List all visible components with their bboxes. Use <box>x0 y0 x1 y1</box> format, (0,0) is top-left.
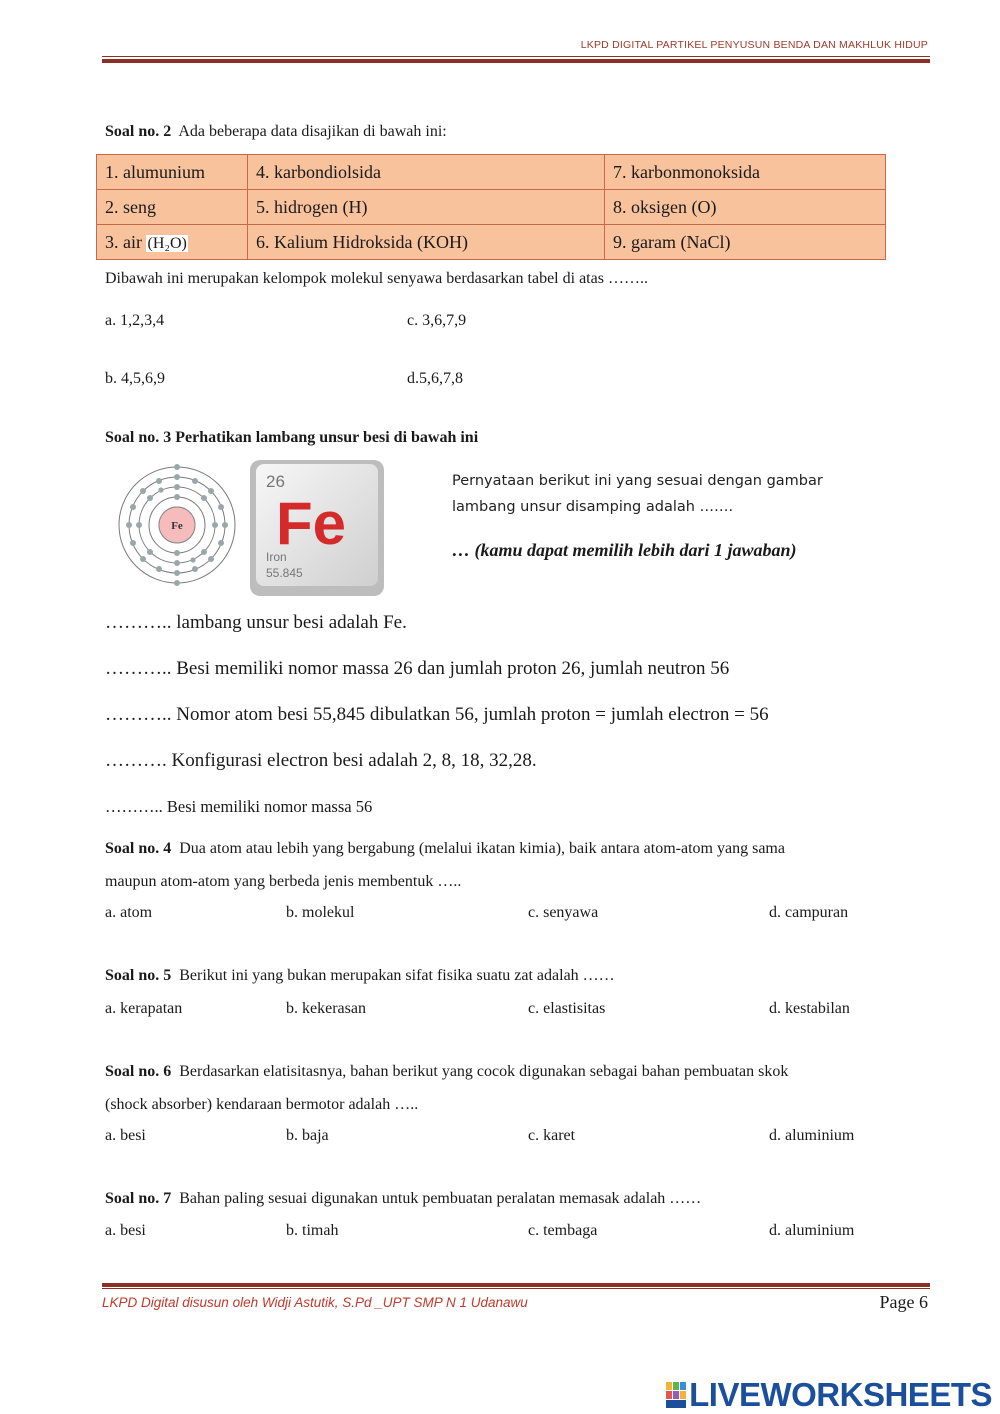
table-row <box>97 225 886 260</box>
q3-statement-1[interactable]: ……….. lambang unsur besi adalah Fe. <box>105 612 407 633</box>
q4-prompt-line1 <box>105 840 785 858</box>
table-cell: 9. garam (NaCl) <box>605 225 886 260</box>
table-cell: 7. karbonmonoksida <box>605 155 886 190</box>
table-cell: 8. oksigen (O) <box>605 190 886 225</box>
q6-option-d[interactable]: d. aluminium <box>769 1127 855 1144</box>
atomic-number: 26 <box>266 472 285 491</box>
q6-option-c[interactable]: c. karet <box>528 1127 576 1144</box>
q5-option-c[interactable]: c. elastisitas <box>528 1000 606 1017</box>
nucleus-label: Fe <box>171 520 183 532</box>
q4-label: Soal no. 4 <box>105 840 172 857</box>
iron-element-tile <box>248 458 386 598</box>
liveworksheets-logo-text: LIVEWORKSHEETS <box>689 1376 992 1413</box>
q7-option-d[interactable]: d. aluminium <box>769 1222 855 1239</box>
table-row <box>97 190 886 225</box>
q4-option-b[interactable]: b. molekul <box>286 904 355 921</box>
q3-statement-5[interactable]: ……….. Besi memiliki nomor massa 56 <box>105 797 373 816</box>
q4-text-line2: maupun atom-atom yang berbeda jenis membentuk ….. <box>105 873 462 890</box>
q5-option-b[interactable]: b. kekerasan <box>286 1000 366 1017</box>
q5-label: Soal no. 5 <box>105 967 172 984</box>
q6-text-line2: (shock absorber) kendaraan bermotor adalah ….. <box>105 1096 419 1113</box>
q2-option-a[interactable]: a. 1,2,3,4 <box>105 312 165 329</box>
element-name: Iron <box>266 550 287 564</box>
table-cell <box>97 225 248 260</box>
q5-text: Berikut ini yang bukan merupakan sifat fisika suatu zat adalah …… <box>179 967 615 984</box>
q6-option-b[interactable]: b. baja <box>286 1127 329 1144</box>
q7-prompt <box>105 1190 701 1208</box>
q3-multiple-answer-note: … (kamu dapat memilih lebih dari 1 jawaban) <box>452 540 797 560</box>
q2-prompt <box>105 123 447 141</box>
q5-option-d[interactable]: d. kestabilan <box>769 1000 850 1017</box>
q7-label: Soal no. 7 <box>105 1190 172 1207</box>
table-row <box>97 155 886 190</box>
q2-label: Soal no. 2 <box>105 123 172 140</box>
q4-text-line1: Dua atom atau lebih yang bergabung (melalui ikatan kimia), baik antara atom-atom yang sama <box>179 840 785 857</box>
q7-text: Bahan paling sesuai digunakan untuk pembuatan peralatan memasak adalah …… <box>179 1190 702 1207</box>
element-symbol: Fe <box>276 490 347 557</box>
q2-option-d[interactable]: d.5,6,7,8 <box>407 370 463 387</box>
h2o-formula: (H₂O) <box>147 234 187 252</box>
atomic-mass: 55.845 <box>266 566 303 580</box>
table-cell: 4. karbondiolsida <box>248 155 605 190</box>
table-cell: 5. hidrogen (H) <box>248 190 605 225</box>
q2-option-c[interactable]: c. 3,6,7,9 <box>407 312 467 329</box>
q3-statement-3[interactable]: ……….. Nomor atom besi 55,845 dibulatkan 56, jumlah proton = jumlah electron = 56 <box>105 704 769 725</box>
page-number: Page 6 <box>879 1292 928 1312</box>
q3-title: Soal no. 3 Perhatikan lambang unsur besi di bawah ini <box>105 429 479 446</box>
header-rule-thick <box>102 59 930 63</box>
table-cell: 1. alumunium <box>97 155 248 190</box>
q3-description-line1: Pernyataan berikut ini yang sesuai dengan gambar <box>452 473 823 489</box>
footer-rule-thin <box>102 1288 930 1289</box>
q2-question: Dibawah ini merupakan kelompok molekul senyawa berdasarkan tabel di atas …….. <box>105 270 648 287</box>
q2-option-b[interactable]: b. 4,5,6,9 <box>105 370 165 387</box>
q6-label: Soal no. 6 <box>105 1063 172 1080</box>
q3-statement-2[interactable]: ……….. Besi memiliki nomor massa 26 dan jumlah proton 26, jumlah neutron 56 <box>105 658 730 679</box>
header-rule-thin <box>102 56 930 57</box>
table-cell: 2. seng <box>97 190 248 225</box>
footer-author: LKPD Digital disusun oleh Widji Astutik, S.Pd _UPT SMP N 1 Udanawu <box>102 1295 528 1310</box>
q3-description-line2: lambang unsur disamping adalah ……. <box>452 499 734 515</box>
q7-option-a[interactable]: a. besi <box>105 1222 146 1239</box>
q7-option-c[interactable]: c. tembaga <box>528 1222 598 1239</box>
liveworksheets-logo[interactable] <box>665 1376 992 1414</box>
table-cell: 6. Kalium Hidroksida (KOH) <box>248 225 605 260</box>
table-cell-text: 3. air <box>105 231 142 252</box>
q5-prompt <box>105 967 615 985</box>
q6-prompt-line1 <box>105 1063 788 1081</box>
page-header-title: LKPD DIGITAL PARTIKEL PENYUSUN BENDA DAN MAKHLUK HIDUP <box>580 39 928 51</box>
q2-data-table <box>96 154 886 260</box>
q7-option-b[interactable]: b. timah <box>286 1222 339 1239</box>
iron-bohr-model-diagram <box>116 462 238 588</box>
footer-rule-thick <box>102 1283 930 1287</box>
q4-option-a[interactable]: a. atom <box>105 904 153 921</box>
q6-option-a[interactable]: a. besi <box>105 1127 146 1144</box>
q5-option-a[interactable]: a. kerapatan <box>105 1000 183 1017</box>
q4-option-d[interactable]: d. campuran <box>769 904 849 921</box>
q4-option-c[interactable]: c. senyawa <box>528 904 599 921</box>
q3-statement-4[interactable]: ………. Konfigurasi electron besi adalah 2, 8, 18, 32,28. <box>105 750 537 771</box>
q6-text-line1: Berdasarkan elatisitasnya, bahan berikut yang cocok digunakan sebagai bahan pembuatan skok <box>179 1063 789 1080</box>
q2-text: Ada beberapa data disajikan di bawah ini: <box>178 123 447 140</box>
liveworksheets-icon <box>665 1380 687 1410</box>
